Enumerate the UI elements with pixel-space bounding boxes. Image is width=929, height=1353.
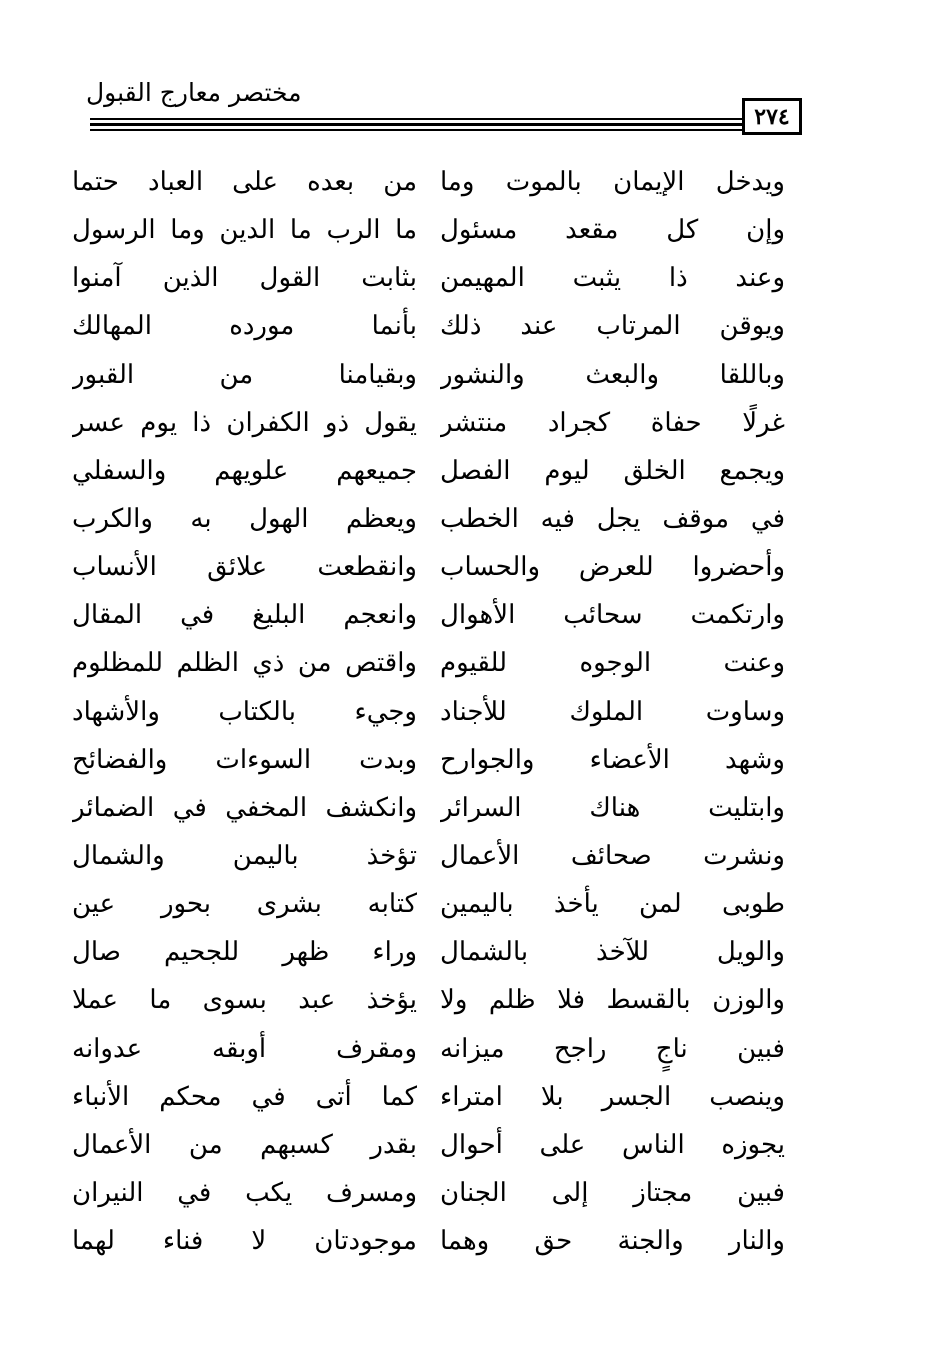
verse-hemistich: وارتكمت سحائب الأهوال (440, 600, 785, 631)
verse-hemistich: وعنت الوجوه للقيوم (440, 648, 785, 679)
header-rule (90, 129, 744, 131)
verse-hemistich: فبين مجتاز إلى الجنان (440, 1177, 785, 1208)
verse-hemistich: وراء ظهر للجحيم صال (72, 937, 417, 968)
verse-hemistich: وشهد الأعضاء والجوارح (440, 744, 785, 775)
verse-hemistich: بأنما مورده المهالك (72, 311, 417, 342)
verse-hemistich: وعند ذا يثبت المهيمن (440, 263, 785, 294)
verse-hemistich: والنار والجنة حق وهما (440, 1226, 785, 1257)
verse-hemistich: وساوت الملوك للأجناد (440, 696, 785, 727)
verse-hemistich: وجيء بالكتاب والأشهاد (72, 696, 417, 727)
verse-hemistich: والويل للآخذ بالشمال (440, 937, 785, 968)
verse-hemistich: طوبى لمن يأخذ باليمين (440, 889, 785, 920)
verse-hemistich: يؤخذ عبد بسوى ما عملا (72, 985, 417, 1016)
verse-hemistich: من بعده على العباد حتما (72, 167, 417, 197)
verse-hemistich: وإن كل مقعد مسئول (440, 215, 785, 246)
verse-hemistich: في موقف يجل فيه الخطب (440, 503, 785, 534)
verse-hemistich: ونشرت صحائف الأعمال (440, 840, 785, 871)
verse-hemistich: كتابه بشرى بحور عين (72, 889, 417, 920)
verse-hemistich: غرلًا حفاة كجراد منتشر (440, 407, 785, 438)
verse-hemistich: بثابت القول الذين آمنوا (72, 263, 417, 294)
verse-hemistich: وانكشف المخفي في الضمائر (72, 792, 417, 823)
verse-hemistich: تؤخذ باليمن والشمال (72, 840, 417, 871)
verse-hemistich: موجودتان لا فناء لهما (72, 1226, 417, 1257)
verse-hemistich: بقدر كسبهم من الأعمال (72, 1129, 417, 1160)
verse-hemistich: كما أتى في محكم الأنباء (72, 1081, 417, 1112)
verse-hemistich: ما الرب ما الدين وما الرسول (72, 215, 417, 246)
verse-hemistich: ومقرف أوبقه عدوانه (72, 1033, 417, 1064)
page-number: ٢٧٤ (742, 98, 802, 135)
verse-hemistich: يجوزه الناس على أحوال (440, 1129, 785, 1160)
verse-hemistich: جميعهم علويهم والسفلي (72, 455, 417, 486)
verse-hemistich: فبين ناجٍ راجح ميزانه (440, 1033, 785, 1064)
verse-hemistich: ويوقن المرتاب عند ذلك (440, 311, 785, 342)
verse-hemistich: ويدخل الإيمان بالموت وما (440, 167, 785, 197)
verse-hemistich: ويجمع الخلق ليوم الفصل (440, 455, 785, 486)
verse-hemistich: وانقطعت علائق الأنساب (72, 552, 417, 583)
verse-hemistich: وينصب الجسر بلا امتراء (440, 1081, 785, 1112)
verse-hemistich: يقول ذو الكفران ذا يوم عسر (72, 407, 417, 438)
verse-hemistich: وابتليت هناك السرائر (440, 792, 785, 823)
verse-hemistich: والوزن بالقسط فلا ظلم ولا (440, 985, 785, 1016)
verse-hemistich: وأحضروا للعرض والحساب (440, 552, 785, 583)
verse-column-right (440, 158, 785, 1265)
verse-hemistich: ويعظم الهول به والكرب (72, 503, 417, 534)
verse-column-left (72, 158, 417, 1265)
verse-hemistich: واقتص من ذي الظلم للمظلوم (72, 648, 417, 679)
verse-hemistich: وباللقا والبعث والنشور (440, 359, 785, 390)
verse-hemistich: ومسرف يكب في النيران (72, 1177, 417, 1208)
header-rule (90, 123, 744, 126)
verse-hemistich: وبدت السوءات والفضائح (72, 744, 417, 775)
running-header-title: مختصر معارج القبول (86, 78, 302, 107)
verse-hemistich: وانعجم البليغ في المقال (72, 600, 417, 631)
verse-hemistich: وبقيامنا من القبور (72, 359, 417, 390)
header-rule (90, 118, 744, 120)
